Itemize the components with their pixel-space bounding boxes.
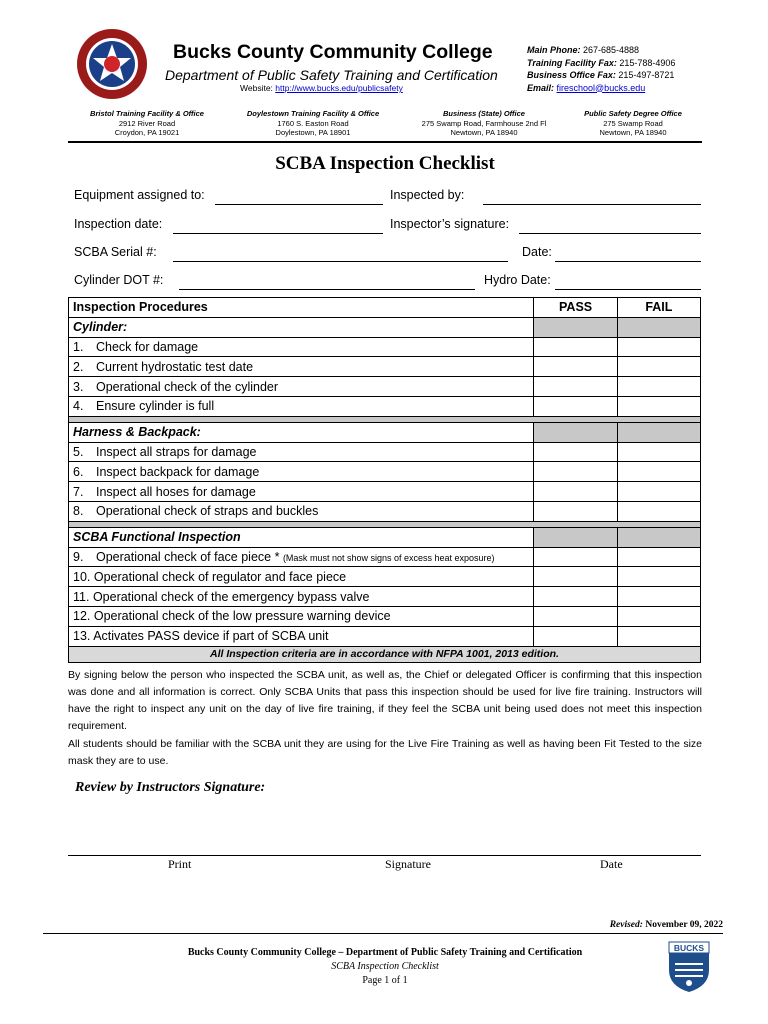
header-divider [68,141,702,143]
fire-academy-logo [76,28,148,100]
fail-cell [617,422,700,442]
pass-cell[interactable] [534,547,617,567]
pass-cell[interactable] [534,567,617,587]
pass-cell[interactable] [534,482,617,502]
table-row [69,626,701,646]
procedure-cell: 1. Check for damage [69,337,534,357]
document-title: SCBA Inspection Checklist [275,153,495,174]
website-link[interactable]: http://www.bucks.edu/publicsafety [275,83,403,93]
procedure-cell: 6. Inspect backpack for damage [69,462,534,482]
fail-cell[interactable] [617,462,700,482]
pass-cell[interactable] [534,626,617,646]
contact-main-phone: Main Phone: 267-685-4888 [527,45,640,55]
inspection-date-field[interactable] [173,233,383,234]
equipment-assigned-label: Equipment assigned to: [74,188,205,202]
table-row [69,482,701,502]
procedure-cell: 9. Operational check of face piece * (Mask must not show signs of excess heat exposure) [69,547,534,567]
procedure-cell: 11. Operational check of the emergency bypass valve [69,587,534,607]
table-row [69,337,701,357]
footer-page-number: Page 1 of 1 [362,975,408,986]
cylinder-dot-field[interactable] [179,289,475,290]
table-header-row [69,298,701,318]
pass-cell[interactable] [534,442,617,462]
pass-cell [534,422,617,442]
pass-cell[interactable] [534,357,617,377]
fail-cell[interactable] [617,396,700,416]
contact-email: Email: fireschool@bucks.edu [527,82,646,93]
section-title: Cylinder: [69,317,534,337]
contact-block [527,44,675,94]
fail-cell[interactable] [617,547,700,567]
table-row [69,462,701,482]
shield-text: BUCKS [673,943,705,953]
table-row [69,501,701,521]
fail-cell[interactable] [617,377,700,397]
col-pass: PASS [534,298,617,318]
table-row [69,547,701,567]
inspector-signature-field[interactable] [519,233,701,234]
pass-cell[interactable] [534,606,617,626]
hydro-date-label: Hydro Date: [484,273,551,287]
print-label: Print [168,857,192,871]
inspection-table [68,297,701,663]
pass-cell[interactable] [534,462,617,482]
fail-cell [617,317,700,337]
fail-cell [617,527,700,547]
table-row [69,396,701,416]
scba-serial-field[interactable] [173,261,508,262]
fail-cell[interactable] [617,442,700,462]
procedure-cell: 4. Ensure cylinder is full [69,396,534,416]
date-field[interactable] [555,261,701,262]
office-bristol: Bristol Training Facility & Office 2912 River Road Croydon, PA 19021 [90,109,204,137]
footer-institution: Bucks County Community College – Department of Public Safety Training and Certification [187,947,583,958]
section-row-functional [69,527,701,547]
office-doylestown: Doylestown Training Facility & Office 1760 S. Easton Road Doylestown, PA 18901 [246,109,380,137]
procedure-cell: 3. Operational check of the cylinder [69,377,534,397]
table-row [69,606,701,626]
procedure-cell: 10. Operational check of regulator and face piece [69,567,534,587]
students-paragraph: All students should be familiar with the SCBA unit they are using for the Live Fire Training as well as having been Fit Tested to the size mask they are to use. [68,738,702,767]
table-row [69,567,701,587]
col-fail: FAIL [617,298,700,318]
inspected-by-field[interactable] [483,204,701,205]
office-business: Business (State) Office 275 Swamp Road, Farmhouse 2nd Fl Newtown, PA 18940 [421,109,547,137]
table-row [69,587,701,607]
pass-cell [534,527,617,547]
inspected-by-label: Inspected by: [390,188,465,202]
table-row [69,377,701,397]
department-name: Department of Public Safety Training and Certification [165,67,498,83]
signature-label: Signature [385,857,431,871]
col-procedures: Inspection Procedures [69,298,534,318]
fail-cell[interactable] [617,482,700,502]
college-name: Bucks County Community College [173,41,493,63]
footer-divider [43,933,723,934]
fail-cell[interactable] [617,626,700,646]
contact-training-fax: Training Facility Fax: 215-788-4906 [527,57,676,68]
fail-cell[interactable] [617,357,700,377]
procedure-cell: 8. Operational check of straps and buckles [69,501,534,521]
section-row-harness [69,422,701,442]
bucks-shield-logo [667,940,711,994]
website-line [240,83,403,93]
table-footnote-row [69,646,701,662]
equipment-assigned-field[interactable] [215,204,383,205]
pass-cell[interactable] [534,396,617,416]
procedure-cell: 13. Activates PASS device if part of SCBA unit [69,626,534,646]
inspection-date-label: Inspection date: [74,217,163,231]
table-row [69,357,701,377]
section-title: Harness & Backpack: [69,422,534,442]
section-title: SCBA Functional Inspection [69,527,534,547]
procedure-cell: 12. Operational check of the low pressure warning device [69,606,534,626]
pass-cell[interactable] [534,377,617,397]
table-row [69,442,701,462]
review-heading: Review by Instructors Signature: [75,780,266,795]
signing-paragraph: By signing below the person who inspected the SCBA unit, as well as, the Chief or delegated Officer is confirming that this inspection was done and all information is correct. Only SCBA Units that pass this inspection should be used for live fire training. Instructors will have the right to inspect any unit on the day of live fire training, if they feel the SCBA unit being used does not meet this inspection requirement. [68,669,702,732]
email-link[interactable]: fireschool@bucks.edu [556,82,646,93]
nfpa-footnote: All Inspection criteria are in accordance with NFPA 1001, 2013 edition. [69,646,701,662]
procedure-cell: 5. Inspect all straps for damage [69,442,534,462]
pass-cell[interactable] [534,337,617,357]
signature-line[interactable] [68,855,701,856]
office-degree: Public Safety Degree Office 275 Swamp Road Newtown, PA 18940 [584,109,682,137]
footer-document-name: SCBA Inspection Checklist [331,961,439,972]
fail-cell[interactable] [617,501,700,521]
hydro-date-field[interactable] [555,289,701,290]
pass-cell[interactable] [534,501,617,521]
procedure-cell: 7. Inspect all hoses for damage [69,482,534,502]
procedure-note: (Mask must not show signs of excess heat exposure) [282,552,495,563]
date-label: Date: [522,245,552,259]
revised-date: Revised: November 09, 2022 [609,920,723,930]
fail-cell[interactable] [617,567,700,587]
pass-cell [534,317,617,337]
fail-cell[interactable] [617,587,700,607]
fail-cell[interactable] [617,606,700,626]
scba-serial-label: SCBA Serial #: [74,245,157,259]
contact-business-fax: Business Office Fax: 215-497-8721 [527,70,675,80]
procedure-cell: 2. Current hydrostatic test date [69,357,534,377]
date-label-bottom: Date [600,857,623,871]
fail-cell[interactable] [617,337,700,357]
pass-cell[interactable] [534,587,617,607]
cylinder-dot-label: Cylinder DOT #: [74,273,164,287]
website-label: Website: [240,83,273,93]
section-row-cylinder [69,317,701,337]
inspector-signature-label: Inspector’s signature: [390,217,510,231]
